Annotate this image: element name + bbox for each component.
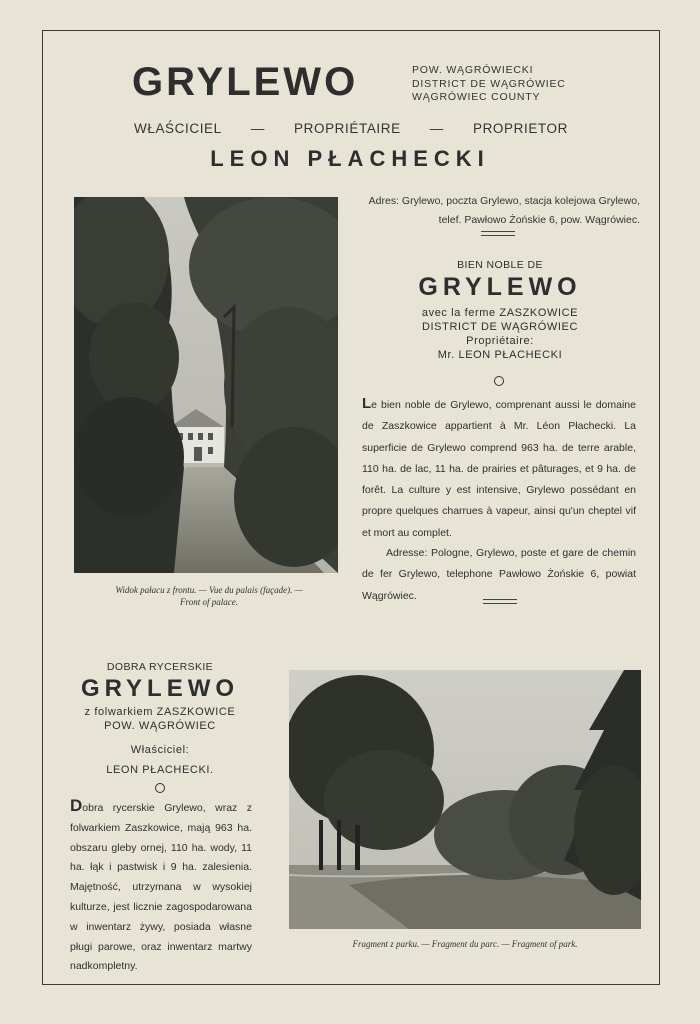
drop-cap: L [362, 395, 372, 412]
divider [483, 599, 517, 604]
owner-label-pl: WŁAŚCICIEL [134, 121, 222, 136]
polish-owner-name: LEON PŁACHECKI. [106, 764, 214, 776]
park-photo [289, 670, 641, 929]
polish-label: DOBRA RYCERSKIE [106, 661, 214, 673]
park-photo-caption: Fragment z parku. — Fragment du parc. — Fragment of park. [352, 939, 578, 949]
county-line: DISTRICT DE WĄGRÓWIEC [412, 77, 566, 90]
polish-line: POW. WĄGRÓWIEC [104, 720, 216, 732]
drop-cap: D [70, 796, 83, 815]
dash: — [250, 121, 265, 136]
park-photo-image [289, 670, 641, 929]
polish-owner-label: Właściciel: [130, 744, 190, 756]
french-body [362, 393, 636, 544]
circle-ornament [155, 783, 165, 793]
french-heading [360, 259, 640, 362]
french-line: Mr. LEON PŁACHECKI [437, 349, 563, 361]
county-line: POW. WĄGRÓWIECKI [412, 64, 534, 76]
polish-body [70, 796, 252, 977]
palace-photo [74, 197, 338, 573]
owner-name: LEON PŁACHECKI [210, 146, 490, 171]
polish-line: z folwarkiem ZASZKOWICE [84, 706, 236, 718]
caption-line: Front of palace. [180, 597, 238, 607]
circle-ornament [494, 376, 504, 386]
county-lines [412, 64, 566, 105]
french-body-text: e bien noble de Grylewo, comprenant aussi le domaine de Zaszkowice appartient à Mr. Léon Płachecki. La superficie de Grylewo comprend 963 ha. de terre arable, 110 ha. de lac, 11 ha. de prairies et pâturages, et 9 ha. de forêt. La culture y est intensive, Grylewo possédant en propre quelques charrues à vapeur, ainsi qu'un cheptel vif et mort au complet. [362, 399, 636, 539]
dash: — [429, 121, 444, 136]
owner-label-en: PROPRIETOR [472, 121, 568, 136]
polish-body-text: obra rycerskie Grylewo, wraz z folwarkiem Zaszkowice, mają 963 ha. obszaru gleby ornej, 110 ha. wody, 11 ha. łąk i pastwisk i 9 ha. zalesienia. Majętność, utrzymana w wysokiej kulturze, jest licznie zagospodarowana w inwentarz żywy, posiada własne pługi parowe, oraz inwentarz martwy nadkompletny. [70, 802, 252, 973]
palace-photo-image [74, 197, 338, 573]
french-line: avec la ferme ZASZKOWICE [421, 307, 579, 319]
caption-line: Widok pałacu z frontu. — Vue du palais (façade). — [115, 585, 303, 595]
french-line: DISTRICT DE WĄGRÓWIEC [421, 321, 578, 333]
divider [481, 231, 515, 236]
polish-title: GRYLEWO [80, 675, 240, 702]
owner-label-fr: PROPRIÉTAIRE [294, 121, 401, 136]
french-line: Propriétaire: [466, 335, 534, 347]
address-top: Adres: Grylewo, poczta Grylewo, stacja kolejowa Grylewo, telef. Pawłowo Żońskie 6, pow. Wągrówiec. [368, 195, 640, 226]
county-line: WĄGRÓWIEC COUNTY [412, 91, 541, 103]
palace-photo-caption [74, 584, 344, 608]
polish-heading [62, 661, 258, 777]
french-title: GRYLEWO [418, 273, 582, 301]
page-title: GRYLEWO [132, 60, 359, 104]
french-address: Adresse: Pologne, Grylewo, poste et gare de chemin de fer Grylewo, telephone Pawłowo Żońskie 6, powiat Wągrówiec. [362, 547, 636, 602]
owner-label-row [134, 121, 568, 136]
french-label: BIEN NOBLE DE [457, 259, 543, 271]
